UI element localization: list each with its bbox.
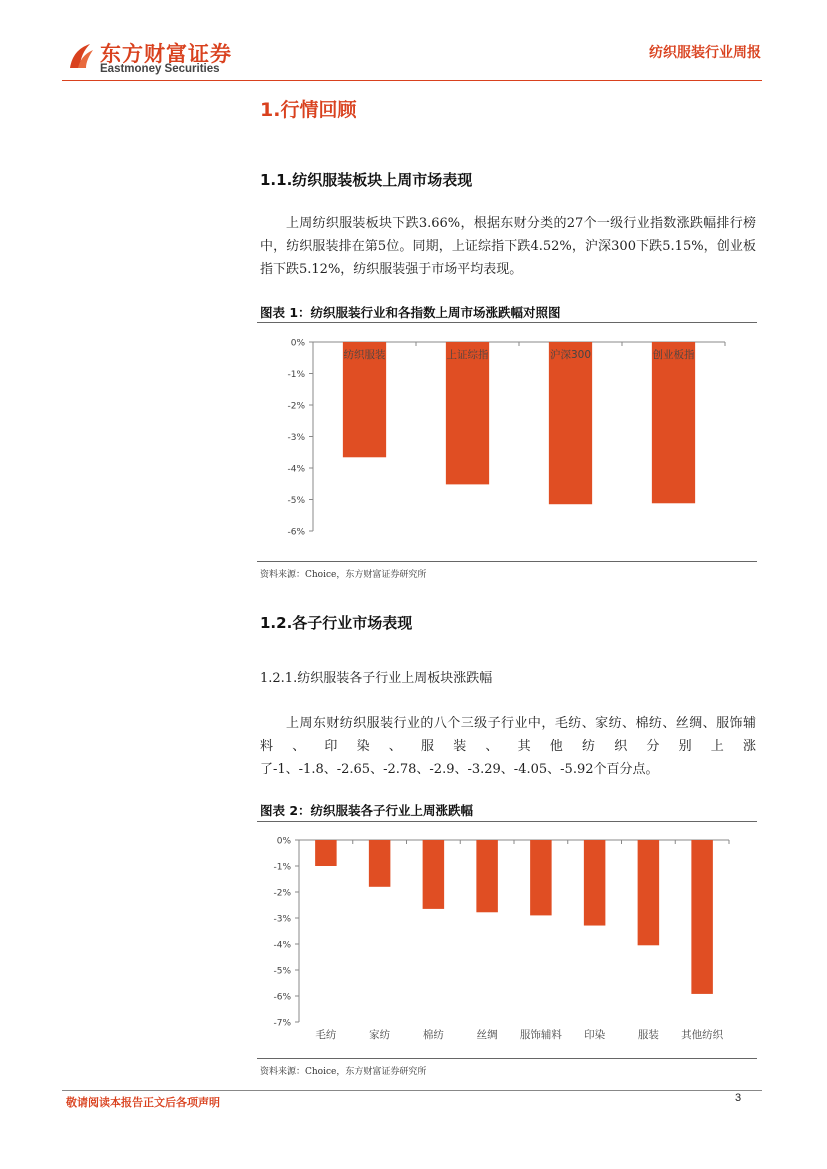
category-label: 棉纺: [422, 1029, 444, 1041]
body-paragraph: 上周东财纺织服装行业的八个三级子行业中，毛纺、家纺、棉纺、丝绸、服饰辅料、印染、服装、其他纺织分别上涨了-1、-1.8、-2.65、-2.78、-2.9、-3.29、-4.05、-5.92个百分点。: [260, 716, 756, 777]
y-tick-label: -2%: [273, 888, 291, 899]
footer-disclaimer: 敬请阅读本报告正文后各项声明: [66, 1096, 220, 1109]
bar: [638, 840, 660, 945]
bar: [584, 840, 606, 926]
figure-source: 资料来源：Choice，东方财富证券研究所: [260, 570, 427, 580]
category-label: 丝绸: [476, 1029, 498, 1041]
bar: [549, 342, 592, 504]
bar: [315, 840, 337, 866]
market-comparison-chart: [257, 326, 757, 556]
y-tick-label: -7%: [273, 1018, 291, 1029]
bar: [691, 840, 713, 994]
bar: [476, 840, 498, 912]
figure-bottom-rule: [257, 1058, 757, 1059]
category-label: 印染: [584, 1029, 606, 1041]
page-number: 3: [735, 1092, 742, 1104]
figure-source: 资料来源：Choice，东方财富证券研究所: [260, 1067, 427, 1077]
category-label: 服饰辅料: [519, 1029, 562, 1041]
category-label: 毛纺: [315, 1029, 337, 1041]
y-tick-label: 0%: [276, 836, 291, 847]
y-tick-label: -1%: [287, 370, 305, 380]
report-name: 纺织服装行业周报: [649, 45, 761, 61]
figure-bottom-rule: [257, 561, 757, 562]
category-label: 家纺: [369, 1029, 391, 1041]
category-label: 纺织服装: [343, 349, 386, 361]
brand-name-en: Eastmoney Securities: [100, 63, 220, 75]
section-title: 1.行情回顾: [260, 99, 357, 121]
bar: [423, 840, 445, 909]
body-paragraph: 上周纺织服装板块下跌3.66%，根据东财分类的27个一级行业指数涨跌幅排行榜中，纺织服装排在第5位。同期，上证综指下跌4.52%，沪深300下跌5.15%，创业板指下跌5.12%，纺织服装强于市场平均表现。: [260, 216, 756, 277]
y-tick-label: -3%: [273, 914, 291, 925]
y-tick-label: -2%: [287, 401, 305, 412]
subindustry-chart: [257, 826, 757, 1056]
footer-divider: [62, 1090, 762, 1091]
y-tick-label: -5%: [287, 496, 305, 506]
figure-title: 图表 2：纺织服装各子行业上周涨跌幅: [260, 803, 474, 818]
subsection-title: 1.1.纺织服装板块上周市场表现: [260, 171, 473, 189]
y-tick-label: -3%: [287, 433, 305, 443]
y-tick-label: -4%: [287, 464, 305, 475]
header-divider: [62, 80, 762, 81]
y-tick-label: -6%: [273, 992, 291, 1003]
category-label: 沪深300: [549, 349, 592, 361]
figure-title: 图表 1：纺织服装行业和各指数上周市场涨跌幅对照图: [260, 305, 561, 320]
bar: [652, 342, 695, 503]
category-label: 创业板指: [652, 349, 695, 361]
y-tick-label: 0%: [290, 338, 305, 349]
brand-name-cn: 东方财富证券: [100, 42, 232, 66]
brand-logo-icon: [66, 40, 96, 72]
figure-top-rule: [257, 821, 757, 822]
bar: [530, 840, 552, 915]
figure-top-rule: [257, 322, 757, 323]
y-tick-label: -4%: [273, 940, 291, 951]
subsubsection-title: 1.2.1.纺织服装各子行业上周板块涨跌幅: [260, 671, 493, 686]
y-tick-label: -1%: [273, 862, 291, 873]
y-tick-label: -5%: [273, 966, 291, 977]
category-label: 服装: [637, 1029, 659, 1041]
bar: [446, 342, 489, 484]
subsection-title: 1.2.各子行业市场表现: [260, 614, 413, 632]
category-label: 其他纺织: [681, 1029, 724, 1041]
category-label: 上证综指: [446, 349, 489, 361]
y-tick-label: -6%: [287, 527, 305, 538]
bar: [369, 840, 391, 887]
